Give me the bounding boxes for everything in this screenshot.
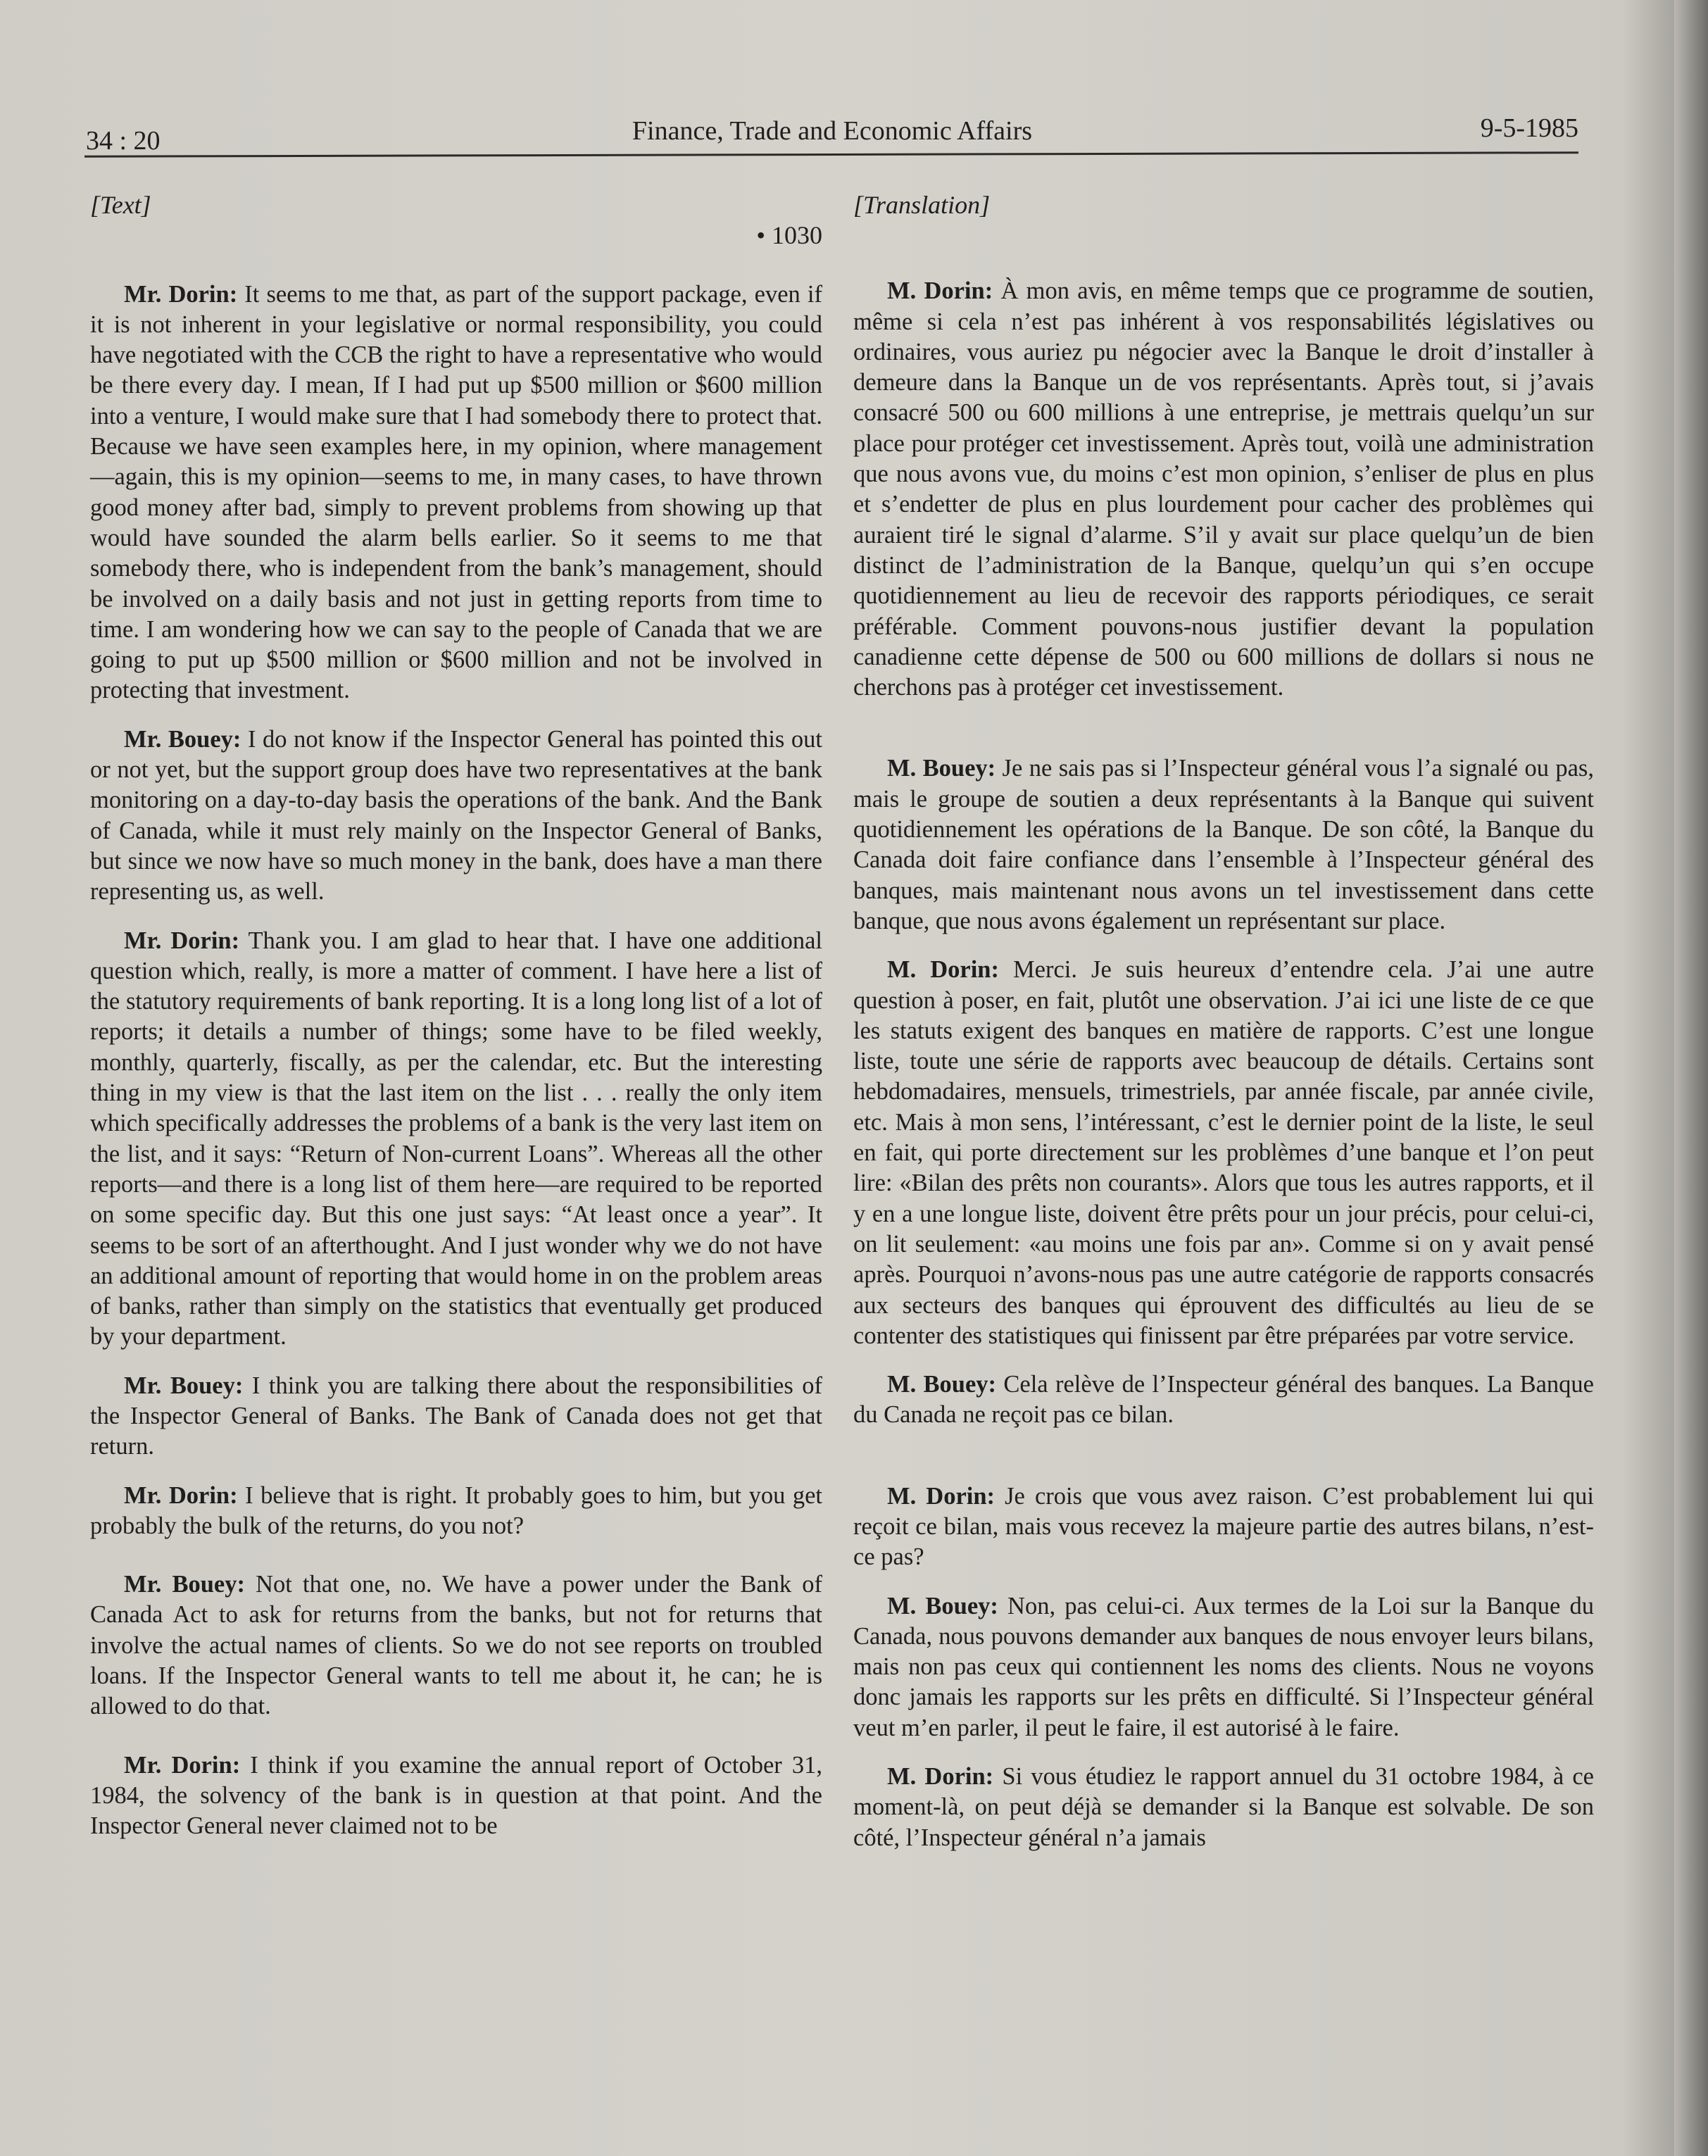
paragraph: [853, 1370, 1594, 1431]
time-marker: • 1030: [756, 221, 822, 250]
paragraph: [853, 955, 1594, 1351]
translation-tag: [Translation]: [853, 191, 991, 219]
page-header: [86, 113, 1578, 155]
speaker-name: M. Bouey:: [887, 1592, 998, 1619]
speaker-name: Mr. Dorin:: [124, 927, 240, 954]
paragraph-text: Not that one, no. We have a power under the Bank of Canada Act to ask for returns from the banks, but not for returns that involve the actual names of clients. So we do not see reports on troubled loans. If the Inspector General wants to tell me about it, he can; he is allowed to do that.: [90, 1571, 822, 1720]
paragraph-text: I do not know if the Inspector General has pointed this out or not yet, but the support group does have two representatives at the bank monitoring on a day-to-day basis the operations of the bank. And the Bank of Canada, while it must rely mainly on the Inspector General of Banks, but since we now have so much money in the bank, does have a man there representing us, as well.: [90, 725, 823, 905]
speaker-name: Mr. Bouey:: [124, 725, 241, 753]
speaker-name: M. Bouey:: [887, 755, 996, 782]
paragraph: [853, 753, 1594, 936]
page-date: 9-5-1985: [1480, 113, 1578, 143]
speaker-name: Mr. Dorin:: [124, 280, 238, 308]
speaker-name: Mr. Bouey:: [124, 1372, 244, 1399]
paragraph: [853, 276, 1594, 703]
paragraph: [90, 1750, 822, 1842]
page-number: 34 : 20: [86, 126, 161, 156]
paragraph: [853, 1762, 1594, 1853]
speaker-name: M. Dorin:: [887, 1482, 996, 1510]
paragraph-text: Je crois que vous avez raison. C’est probablement lui qui reçoit ce bilan, mais vous recevez la majeure partie des autres bilans, n’est-ce pas?: [853, 1482, 1594, 1571]
paragraph: [90, 1481, 822, 1542]
speaker-name: Mr. Bouey:: [124, 1571, 245, 1598]
page-edge-shadow: [1674, 0, 1708, 2156]
paragraph-text: Cela relève de l’Inspecteur général des banques. La Banque du Canada ne reçoit pas ce bilan.: [853, 1371, 1594, 1429]
paragraph-text: Thank you. I am glad to hear that. I have one additional question which, really, is more a matter of comment. I have here a list of the statutory requirements of bank reporting. It is a long long list of a lot of reports; it details a number of things; some have to be filed weekly, monthly, quarterly, fiscally, as per the calendar, etc. But the interesting thing in my view is that the last item on the list . . . really the only item which specifically addresses the problems of a bank is the very last item on the list, and it says: “Return of Non-current Loans”. Whereas all the other reports—and there is a long list of them here—are required to be reported on some specific day. But this one just says: “At least once a year”. It seems to be sort of an afterthought. And I just wonder why we do not have an additional amount of reporting that would home in on the problem areas of banks, rather than simply on the statistics that eventually get produced by your department.: [90, 927, 822, 1350]
english-column: [90, 190, 822, 1842]
paragraph: [90, 725, 822, 908]
paragraph-text: À mon avis, en même temps que ce programme de soutien, même si cela n’est pas inhérent à vos responsabilités législatives ou ordinaires, vous auriez pu négocier avec la Banque le droit d’installer à demeure dans la Banque un de vos représentants. Après tout, si j’avais consacré 500 ou 600 millions à une entreprise, je mettrais quelqu’un sur place pour protéger cet investissement. Après tout, voilà une administration que nous avons vue, du moins c’est mon opinion, s’enliser de plus en plus et s’endetter de plus en plus lourdement pour cacher des problèmes qui auraient tiré le signal d’alarme. S’il y avait sur place quelqu’un de bien distinct de l’administration de la Banque, quelqu’un qui s’en occupe quotidiennement au lieu de recevoir des rapports périodiques, ce serait préférable. Comment pouvons-nous justifier devant la population canadienne cette dépense de 500 ou 600 millions de dollars si nous ne cherchons pas à protéger cet investissement.: [853, 277, 1594, 701]
paragraph: [90, 280, 822, 706]
paragraph-text: I think if you examine the annual report of October 31, 1984, the solvency of the bank is in question at that point. And the Inspector General never claimed not to be: [90, 1751, 822, 1840]
speaker-name: M. Dorin:: [887, 1763, 994, 1791]
paragraph-text: I believe that is right. It probably goes to him, but you get probably the bulk of the returns, do you not?: [90, 1481, 822, 1539]
paragraph-text: Merci. Je suis heureux d’entendre cela. J’ai une autre question à poser, en fait, plutôt une observation. J’ai ici une liste de ce que les statuts exigent des banques en matière de rapports. C’est une longue liste, toute une série de rapports avec beaucoup de détails. Certains sont hebdomadaires, mensuels, trimestriels, par année fiscale, par année civile, etc. Mais à mon sens, l’intéressant, c’est le dernier point de la liste, le seul en fait, qui porte directement sur les problèmes d’une banque et l’on peut lire: «Bilan des prêts non courants». Alors que tous les autres rapports, et il y en a une longue liste, doivent être prêts pour un jour précis, pour celui-ci, on lit seulement: «au moins une fois par an». Comme si on y avait pensé après. Pourquoi n’avons-nous pas une autre catégorie de rapports consacrés aux secteurs des banques qui éprouvent des difficultés au lieu de se contenter des statistiques qui finissent par être préparées par votre service.: [853, 956, 1595, 1349]
speaker-name: M. Bouey:: [887, 1371, 997, 1398]
paragraph-text: Si vous étudiez le rapport annuel du 31 octobre 1984, à ce moment-là, on peut déjà se demander si la Banque est solvable. De son côté, l’Inspecteur général n’a jamais: [853, 1763, 1594, 1851]
speaker-name: M. Dorin:: [887, 277, 993, 305]
paragraph-text: Je ne sais pas si l’Inspecteur général vous l’a signalé ou pas, mais le groupe de soutien a deux représentants à la Banque qui suivent quotidiennement les opérations de la Banque. De son côté, la Banque du Canada doit faire confiance dans l’ensemble à l’Inspecteur général des banques, mais maintenant nous avons un tel investissement dans cette banque, que nous avons également un représentant sur place.: [853, 755, 1594, 934]
paragraph-text: I think you are talking there about the responsibilities of the Inspector General of Banks. The Bank of Canada does not get that return.: [90, 1372, 822, 1460]
paragraph: [853, 1591, 1594, 1743]
paragraph: [853, 1481, 1594, 1573]
speaker-name: Mr. Dorin:: [124, 1481, 238, 1509]
paragraph: [90, 1371, 822, 1462]
page-title: Finance, Trade and Economic Affairs: [632, 116, 1033, 146]
text-tag: [Text]: [90, 191, 151, 219]
paragraph: [90, 926, 822, 1353]
paragraph-text: It seems to me that, as part of the support package, even if it is not inherent in your legislative or normal responsibility, you could have negotiated with the CCB the right to have a representative who would be there every day. I mean, If I had put up $500 million or $600 million into a venture, I would make sure that I had somebody there to protect that. Because we have seen examples here, in my opinion, where management—again, this is my opinion—seems to me, in many cases, to have thrown good money after bad, simply to prevent problems from showing up that would have sounded the alarm bells earlier. So it seems to me that somebody there, who is independent from the bank’s management, should be involved on a daily basis and not just in getting reports from time to time. I am wondering how we can say to the people of Canada that we are going to put up $500 million or $600 million and not be involved in protecting that investment.: [90, 280, 822, 704]
speaker-name: M. Dorin:: [887, 956, 999, 984]
french-column: [853, 190, 1594, 1853]
paragraph: [90, 1569, 822, 1722]
paragraph-text: Non, pas celui-ci. Aux termes de la Loi sur la Banque du Canada, nous pouvons demander aux banques de nous envoyer leurs bilans, mais non pas ceux qui contiennent les noms des clients. Nous ne voyons donc jamais les rapports sur les prêts en difficulté. Si l’Inspecteur général veut m’en parler, il peut le faire, il est autorisé à le faire.: [853, 1592, 1594, 1741]
speaker-name: Mr. Dorin:: [124, 1751, 241, 1779]
